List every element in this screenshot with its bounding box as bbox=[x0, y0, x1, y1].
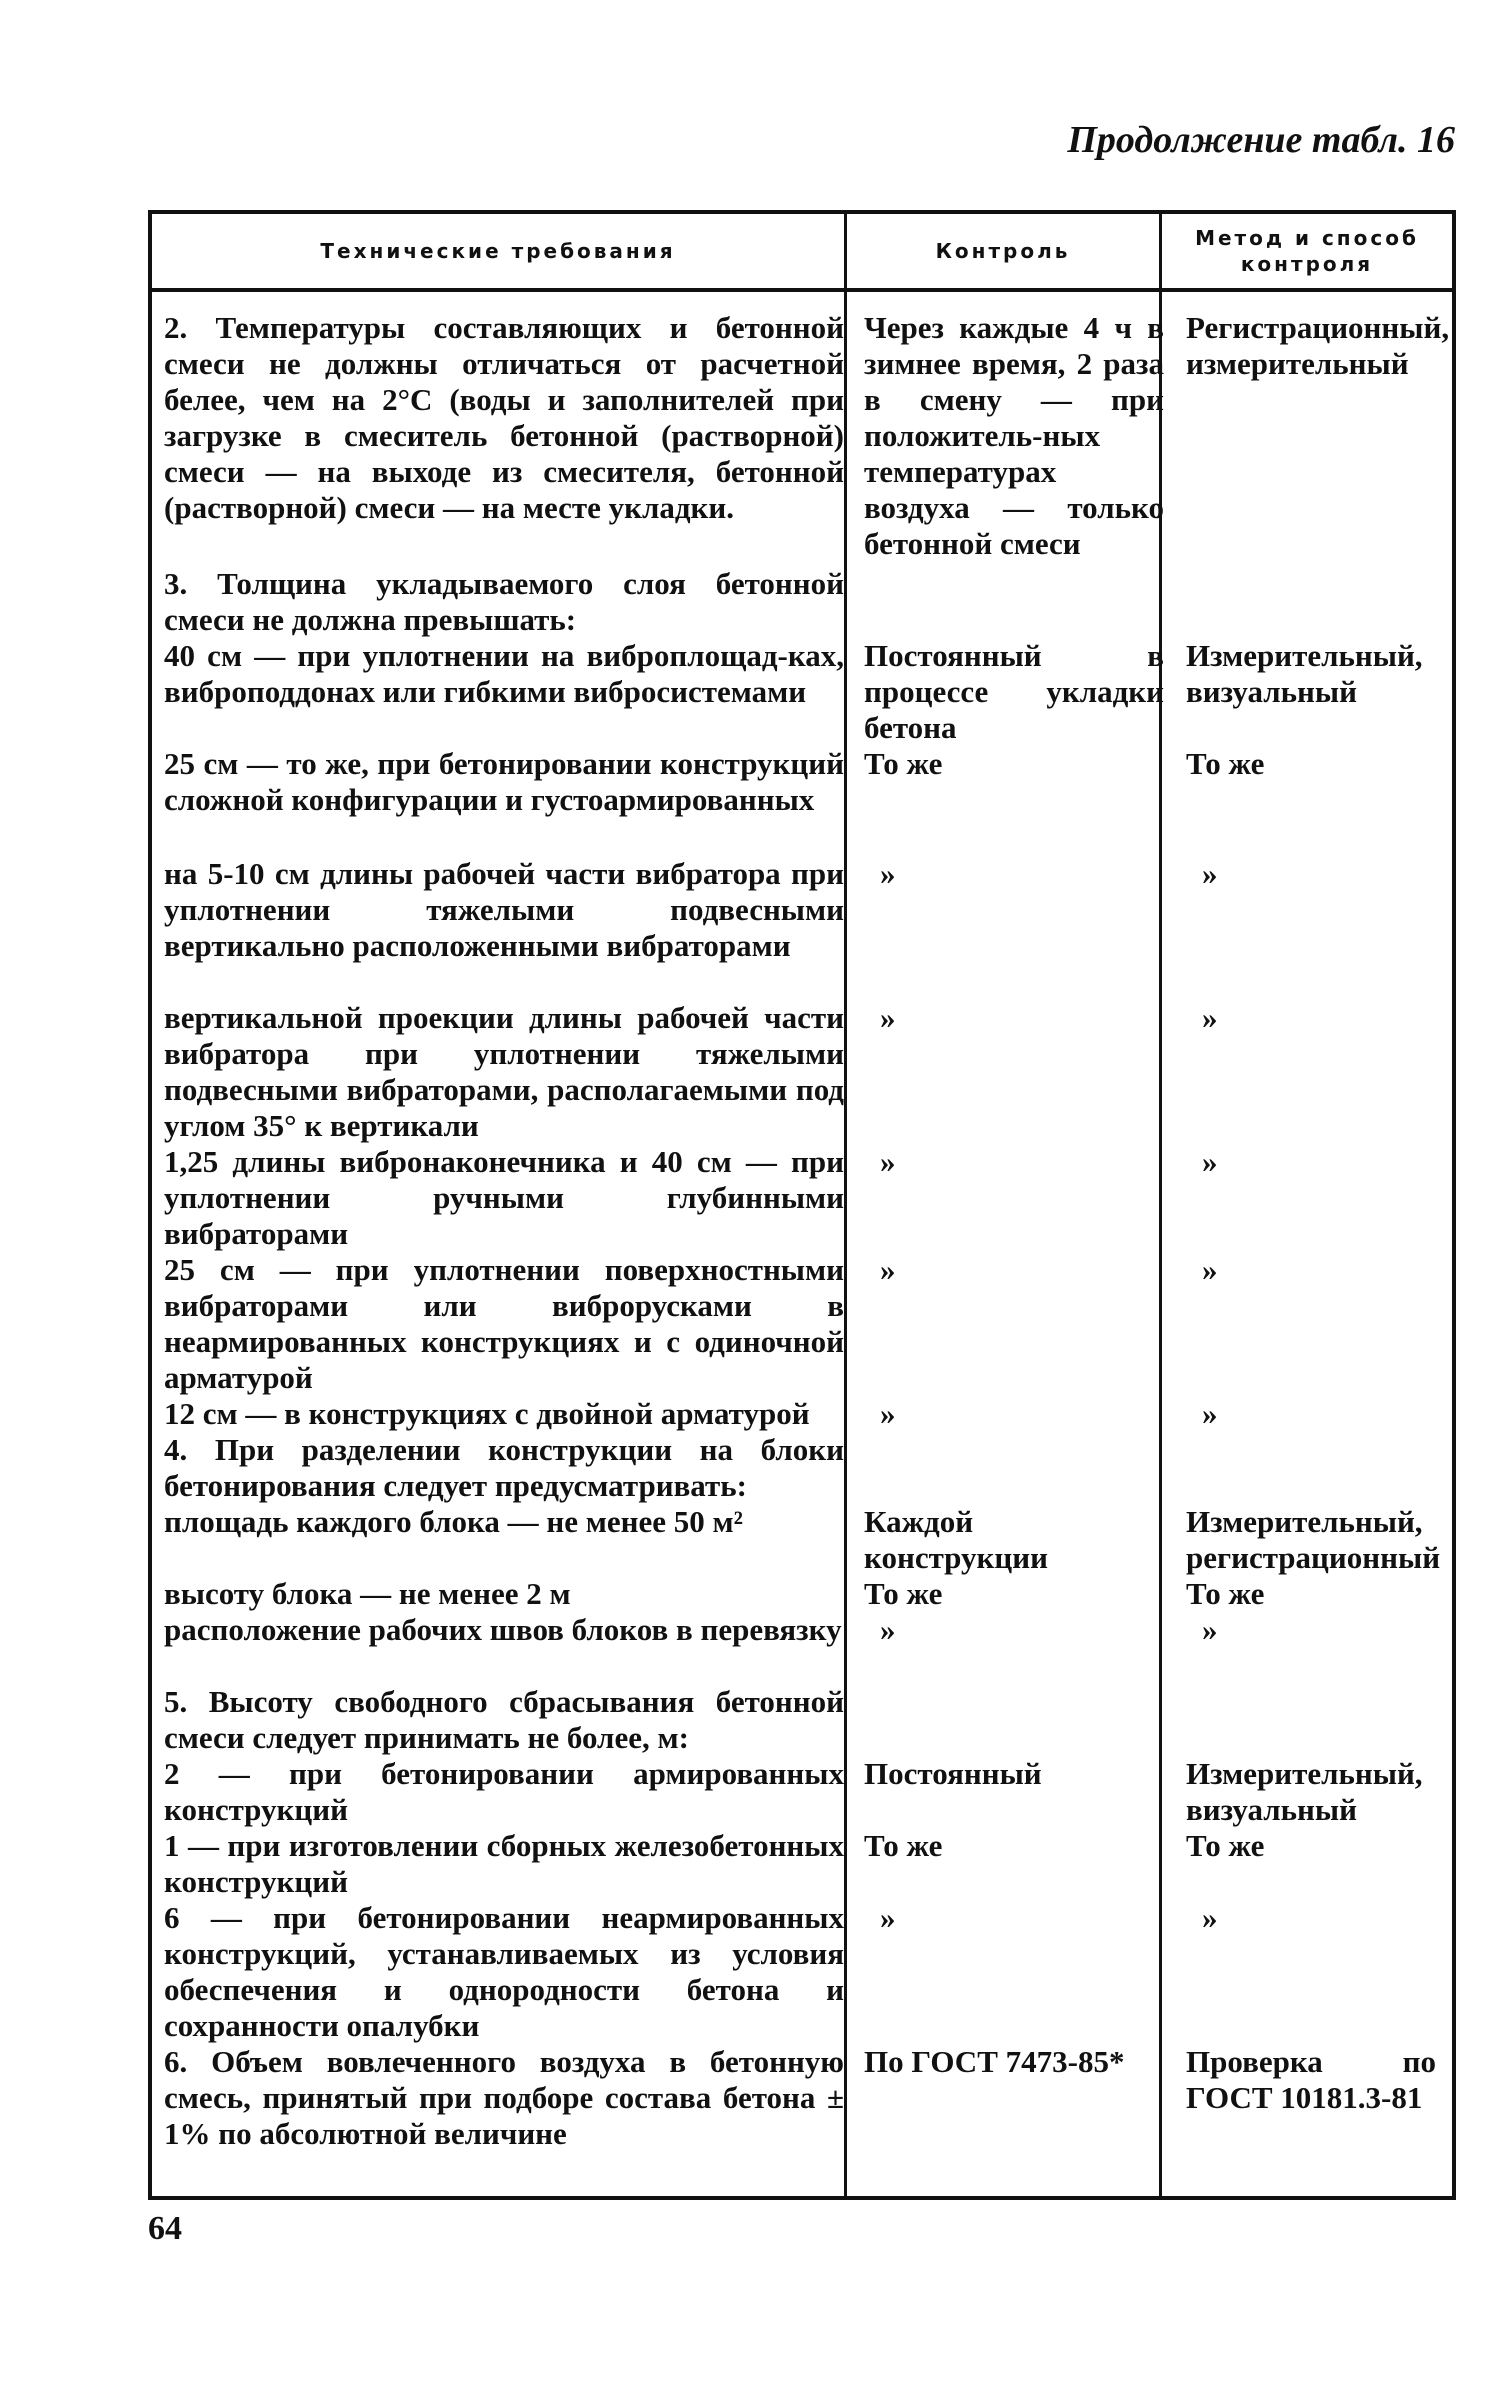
table-row-method: » bbox=[1202, 1612, 1218, 1647]
table-row-control: » bbox=[880, 1396, 896, 1431]
table-row-control: То же bbox=[864, 1576, 943, 1611]
table-row-method: Регистрационный, измерительный bbox=[1186, 310, 1450, 381]
table-row-req: 6. Объем вовлеченного воздуха в бетонную смесь, принятый при подборе состава бетона ± 1% по абсолютной величине bbox=[164, 2044, 844, 2151]
table-row-req: 3. Толщина укладываемого слоя бетонной смеси не должна превышать: bbox=[164, 566, 844, 637]
table-row-req: на 5-10 см длины рабочей части вибратора при уплотнении тяжелыми подвесными вертикально расположенными вибраторами bbox=[164, 856, 844, 963]
table-row-control: Каждой конструкции bbox=[864, 1504, 1048, 1575]
table-row-req: 4. При разделении конструкции на блоки бетонирования следует предусматривать: bbox=[164, 1432, 844, 1503]
table-row-method: » bbox=[1202, 856, 1218, 891]
table-row-req: 1 — при изготовлении сборных железобетонных конструкций bbox=[164, 1828, 844, 1899]
table-row-method: Измерительный, визуальный bbox=[1186, 1756, 1423, 1827]
table-row-control: Постоянный bbox=[864, 1756, 1042, 1791]
table-row-method: То же bbox=[1186, 1576, 1265, 1611]
table-row-method: » bbox=[1202, 1144, 1218, 1179]
table-row-req: 5. Высоту свободного сбрасывания бетонной смеси следует принимать не более, м: bbox=[164, 1684, 844, 1755]
requirements-table bbox=[148, 210, 1456, 2200]
table-row-req: вертикальной проекции длины рабочей части вибратора при уплотнении тяжелыми подвесными вибраторами, располагаемыми под углом 35° к вертикали bbox=[164, 1000, 844, 1143]
table-row-method: То же bbox=[1186, 1828, 1265, 1863]
table-caption: Продолжение табл. 16 bbox=[1067, 119, 1455, 161]
column-divider bbox=[844, 214, 847, 2196]
table-row-control: » bbox=[880, 856, 896, 891]
table-row-req: 25 см — то же, при бетонировании конструкций сложной конфигурации и густоармированных bbox=[164, 746, 844, 817]
table-row-control: » bbox=[880, 1252, 896, 1287]
table-row-control: Через каждые 4 ч в зимнее время, 2 раза в смену — при положитель-ных температурах воздуха — только бетонной смеси bbox=[864, 310, 1164, 561]
table-row-method: » bbox=[1202, 1252, 1218, 1287]
table-row-control: » bbox=[880, 1612, 896, 1647]
table-row-method: » bbox=[1202, 1396, 1218, 1431]
table-row-req: 2 — при бетонировании армированных конструкций bbox=[164, 1756, 844, 1827]
table-row-control: Постоянный в процессе укладки бетона bbox=[864, 638, 1164, 745]
table-row-method: Измерительный, визуальный bbox=[1186, 638, 1423, 709]
table-row-req: 12 см — в конструкциях с двойной арматурой bbox=[164, 1396, 810, 1431]
table-row-req: 25 см — при уплотнении поверхностными вибраторами или виброрусками в неармированных конструкциях и с одиночной арматурой bbox=[164, 1252, 844, 1395]
table-row-control: То же bbox=[864, 746, 943, 781]
header-control: Контроль bbox=[935, 239, 1071, 263]
table-row-req: высоту блока — не менее 2 м bbox=[164, 1576, 571, 1611]
header-method: Метод и способ контроля bbox=[1195, 226, 1419, 276]
table-row-control: То же bbox=[864, 1828, 943, 1863]
table-row-method: » bbox=[1202, 1900, 1218, 1935]
table-row-method: То же bbox=[1186, 746, 1265, 781]
table-row-req: расположение рабочих швов блоков в перевязку bbox=[164, 1612, 842, 1647]
table-row-req: 6 — при бетонировании неармированных конструкций, устанавливаемых из условия обеспечения и однородности бетона и сохранности опалубки bbox=[164, 1900, 844, 2043]
header-requirements: Технические требования bbox=[320, 239, 676, 263]
table-row-req: 40 см — при уплотнении на виброплощад-ках, виброподдонах или гибкими вибросистемами bbox=[164, 638, 844, 709]
table-header bbox=[152, 214, 1452, 292]
table-row-control: По ГОСТ 7473-85* bbox=[864, 2044, 1125, 2079]
page-number: 64 bbox=[148, 2210, 182, 2247]
table-row-control: » bbox=[880, 1900, 896, 1935]
table-row-control: » bbox=[880, 1000, 896, 1035]
table-row-method: Измерительный, регистрационный bbox=[1186, 1504, 1441, 1575]
table-row-req: 1,25 длины вибронаконечника и 40 см — при уплотнении ручными глубинными вибраторами bbox=[164, 1144, 844, 1251]
table-row-req: площадь каждого блока — не менее 50 м² bbox=[164, 1504, 743, 1539]
table-row-control: » bbox=[880, 1144, 896, 1179]
table-row-method: » bbox=[1202, 1000, 1218, 1035]
table-row-method: Проверка по ГОСТ 10181.3-81 bbox=[1186, 2044, 1436, 2115]
table-row-req: 2. Температуры составляющих и бетонной смеси не должны отличаться от расчетной белее, чем на 2°С (воды и заполнителей при загрузке в смеситель бетонной (растворной) смеси — на выходе из смесителя, бетонной (растворной) смеси — на месте укладки. bbox=[164, 310, 844, 525]
